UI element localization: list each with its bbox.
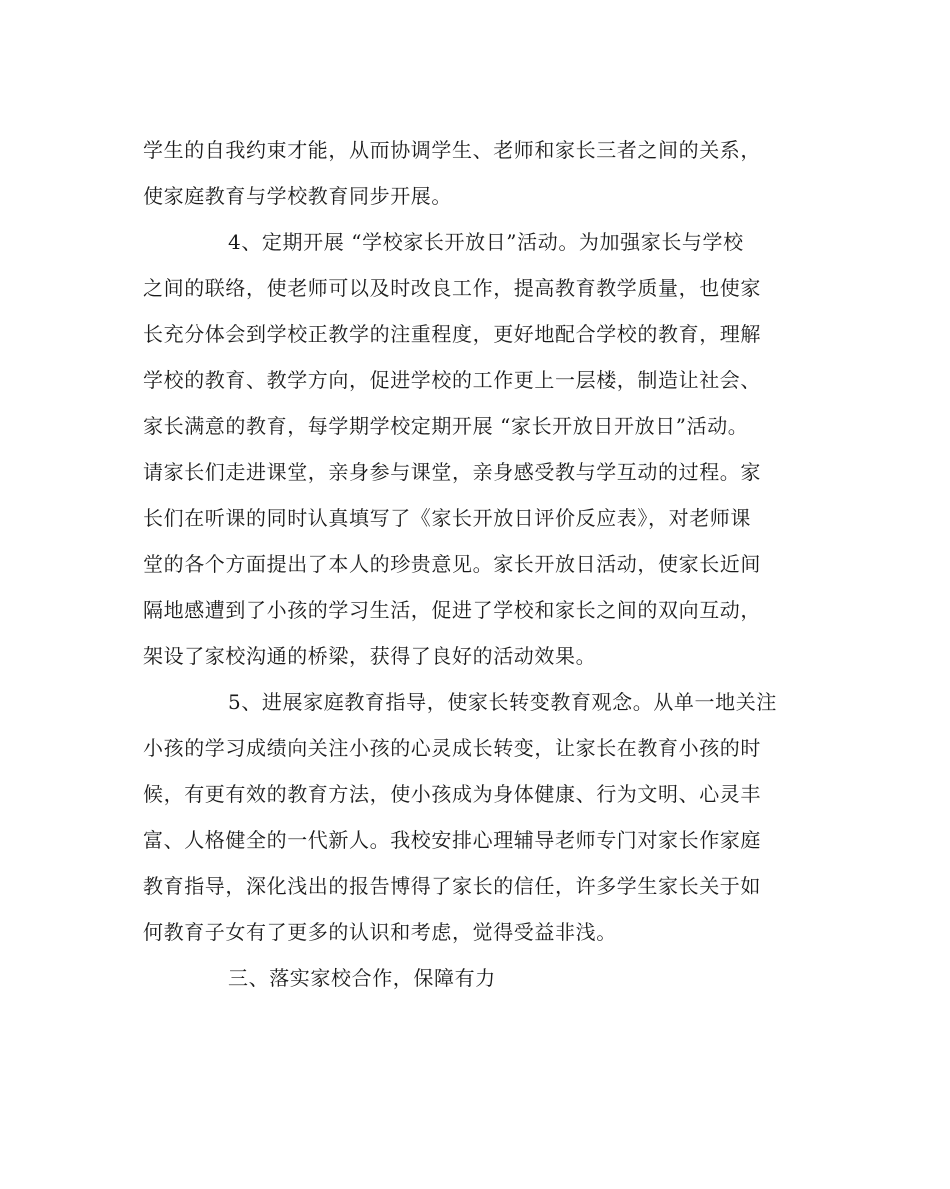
text-line: 候，有更有效的教育方法，使小孩成为身体健康、行为文明、心灵丰 bbox=[143, 782, 761, 806]
text-line: 使家庭教育与学校教育同步开展。 bbox=[143, 184, 452, 208]
paragraph-start-line: 4、定期开展 “学校家长开放日”活动。为加强家长与学校 bbox=[228, 230, 744, 254]
section-heading: 三、落实家校合作，保障有力 bbox=[228, 966, 496, 990]
text-line: 架设了家校沟通的桥梁，获得了良好的活动效果。 bbox=[143, 644, 597, 668]
paragraph-start-line: 5、进展家庭教育指导，使家长转变教育观念。从单一地关注 bbox=[228, 690, 777, 714]
text-line: 之间的联络，使老师可以及时改良工作，提高教育教学质量，也使家 bbox=[143, 276, 761, 300]
text-line: 请家长们走进课堂，亲身参与课堂，亲身感受教与学互动的过程。家 bbox=[143, 460, 761, 484]
text-line: 何教育子女有了更多的认识和考虑，觉得受益非浅。 bbox=[143, 920, 617, 944]
text-line: 长们在听课的同时认真填写了《家长开放日评价反应表》，对老师课 bbox=[143, 506, 751, 530]
text-line: 家长满意的教育，每学期学校定期开展 “家长开放日开放日”活动。 bbox=[143, 414, 749, 438]
text-line: 学校的教育、教学方向，促进学校的工作更上一层楼，制造让社会、 bbox=[143, 368, 761, 392]
document-body bbox=[143, 127, 823, 1001]
text-line: 教育指导，深化浅出的报告博得了家长的信任，许多学生家长关于如 bbox=[143, 874, 761, 898]
text-line: 长充分体会到学校正教学的注重程度，更好地配合学校的教育，理解 bbox=[143, 322, 761, 346]
text-line: 小孩的学习成绩向关注小孩的心灵成长转变，让家长在教育小孩的时 bbox=[143, 736, 761, 760]
text-line: 学生的自我约束才能，从而协调学生、老师和家长三者之间的关系， bbox=[143, 138, 761, 162]
text-line: 富、人格健全的一代新人。我校安排心理辅导老师专门对家长作家庭 bbox=[143, 828, 761, 852]
text-line: 堂的各个方面提出了本人的珍贵意见。家长开放日活动，使家长近间 bbox=[143, 552, 761, 576]
text-line: 隔地感遭到了小孩的学习生活，促进了学校和家长之间的双向互动， bbox=[143, 598, 761, 622]
